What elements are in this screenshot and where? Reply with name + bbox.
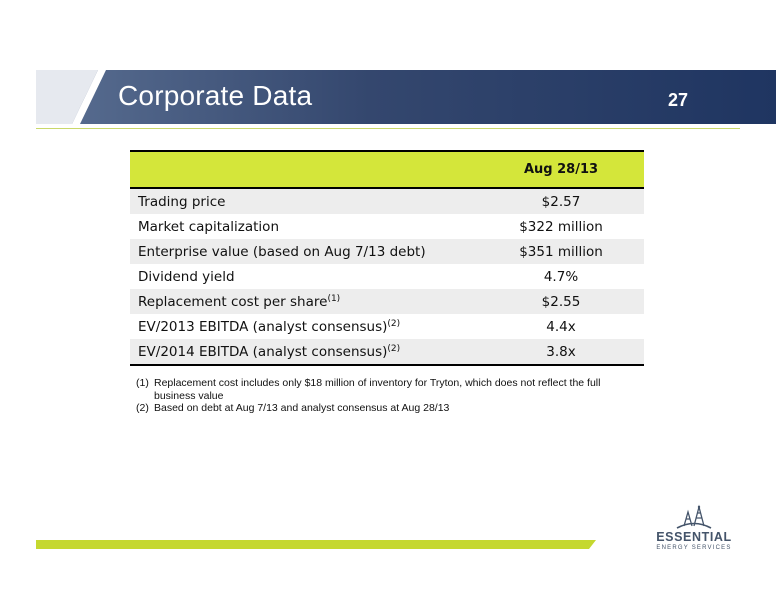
row-value: 4.4x: [546, 318, 576, 335]
footnote-ref: (1): [327, 293, 341, 304]
footnote-ref: (2): [387, 343, 401, 354]
table-row: [130, 239, 644, 264]
footnote-text: Replacement cost includes only $18 million of inventory for Tryton, which does not reflect the full business value: [154, 377, 601, 402]
logo-name: ESSENTIAL: [656, 530, 732, 544]
footnote-number: (2): [136, 402, 149, 414]
table-row: [130, 339, 644, 365]
header-blank-cell: [130, 151, 478, 188]
bottom-accent-bar: [36, 536, 596, 545]
column-header-date: Aug 28/13: [478, 151, 644, 188]
table-header-row: [130, 151, 644, 188]
row-value: $2.55: [478, 289, 644, 314]
row-value: $351 million: [478, 239, 644, 264]
rig-mark-icon: [674, 504, 714, 530]
row-label: Dividend yield: [138, 268, 235, 285]
corporate-data-table: [130, 150, 644, 366]
row-value: $2.57: [478, 188, 644, 214]
footnote-number: (1): [136, 377, 149, 389]
row-label: Enterprise value (based on Aug 7/13 debt): [130, 239, 478, 264]
company-logo: [646, 504, 742, 570]
row-value: $322 million: [519, 218, 603, 235]
header-divider: [36, 128, 740, 129]
footnote-ref: (2): [387, 318, 401, 329]
footnote-1: [136, 377, 636, 402]
footnotes: [136, 377, 636, 415]
row-value: 4.7%: [543, 268, 579, 285]
table-row: [130, 214, 644, 239]
row-label: Market capitalization: [138, 218, 279, 235]
row-label: EV/2014 EBITDA (analyst consensus)$^{(2)}$: [130, 339, 478, 365]
table-row: [130, 264, 644, 289]
table-row: [130, 314, 644, 339]
footnote-text: Based on debt at Aug 7/13 and analyst consensus at Aug 28/13: [154, 402, 450, 414]
row-value: 3.8x: [478, 339, 644, 365]
page-number: 27: [668, 90, 689, 110]
table-row: [130, 188, 644, 214]
row-label: Trading price: [130, 188, 478, 214]
table-row: [130, 289, 644, 314]
row-label: Replacement cost per share$^{(1)}$: [130, 289, 478, 314]
footnote-2: [136, 402, 636, 415]
slide-title: Corporate Data: [118, 80, 313, 111]
logo-tagline: ENERGY SERVICES: [656, 545, 732, 551]
row-label: EV/2013 EBITDA (analyst consensus)$^{(2)}$: [138, 318, 401, 335]
